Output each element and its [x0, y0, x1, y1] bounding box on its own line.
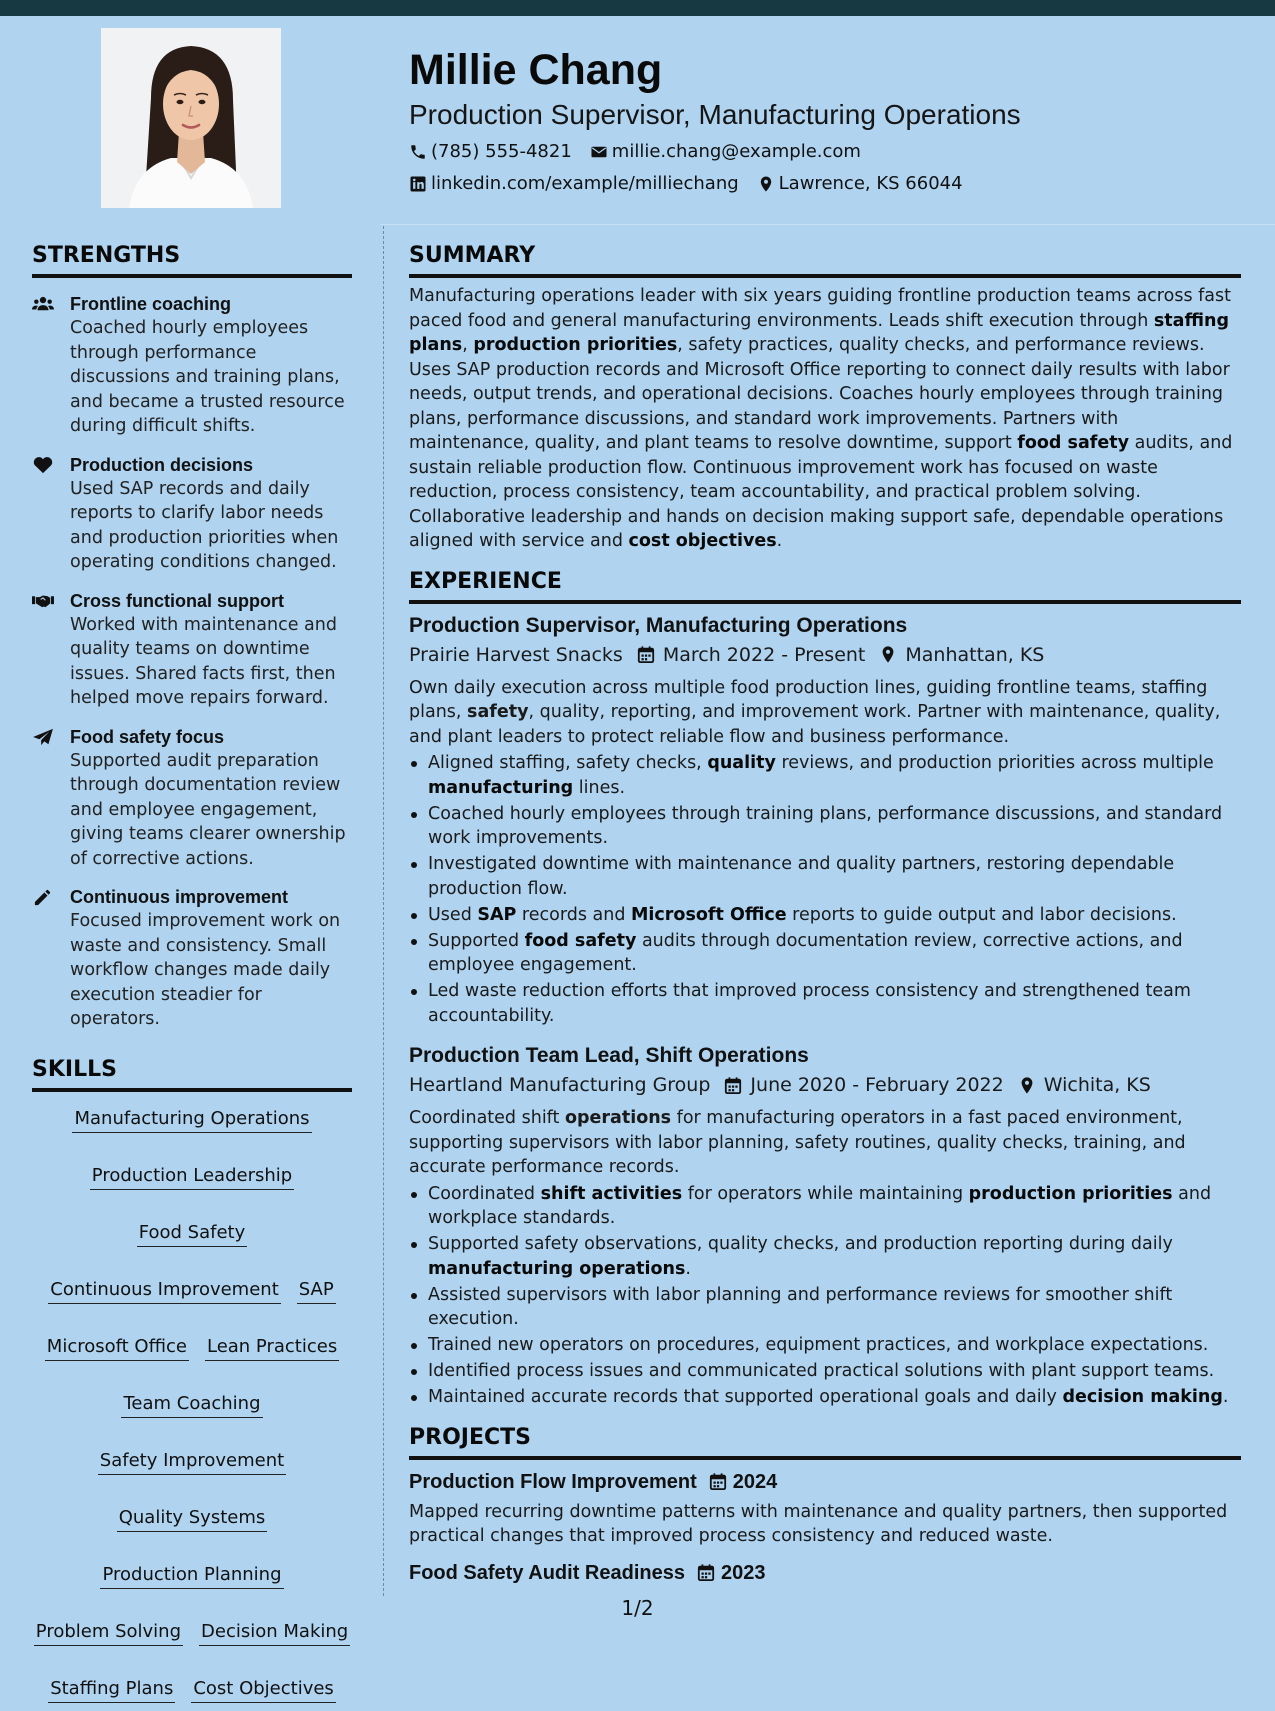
contact-phone[interactable]: [409, 140, 572, 164]
jobs-list: [409, 612, 1241, 1410]
heart-icon: [32, 456, 54, 474]
strength-title: Frontline coaching: [70, 294, 232, 314]
strength-desc: Coached hourly employees through performance discussions and training plans, and became a trusted resource during difficult shifts.: [70, 318, 345, 436]
job-bullet: Coached hourly employees through training plans, performance discussions, and standard work improvements.: [409, 802, 1241, 851]
header-divider: [380, 224, 1275, 225]
job-bullet: Aligned staffing, safety checks, quality reviews, and production priorities across multiple manufacturing lines.: [409, 751, 1241, 800]
summary-section: [409, 242, 1241, 554]
location-text: Lawrence, KS 66044: [778, 173, 963, 194]
strength-desc: Supported audit preparation through documentation review and employee engagement, giving teams clearer ownership of corrective actions.: [70, 750, 346, 869]
skill-tag: Food Safety: [137, 1220, 247, 1247]
job-bullet: Supported food safety audits through documentation review, corrective actions, and employee engagement.: [409, 929, 1241, 978]
skill-tag: Continuous Improvement: [48, 1277, 280, 1304]
project-entry: [409, 1559, 1241, 1587]
linkedin-text: linkedin.com/example/milliechang: [431, 173, 739, 194]
project-title: Production Flow Improvement: [409, 1470, 697, 1493]
calendar-icon: [637, 645, 655, 664]
strength-item: [32, 725, 352, 872]
project-year: 2023: [720, 1561, 766, 1584]
job-bullet: Led waste reduction efforts that improved process consistency and strengthened team accountability.: [409, 979, 1241, 1028]
skill-tag: Quality Systems: [117, 1505, 268, 1532]
skill-tag: Staffing Plans: [48, 1676, 175, 1703]
users-icon: [32, 295, 54, 313]
email-text: millie.chang@example.com: [611, 141, 861, 162]
project-entry: [409, 1468, 1241, 1549]
strength-item: [32, 589, 352, 711]
job-bullet: Trained new operators on procedures, equipment practices, and workplace expectations.: [409, 1333, 1241, 1358]
skill-tag: Microsoft Office: [45, 1334, 189, 1361]
contact-email[interactable]: [590, 140, 861, 164]
calendar-icon: [724, 1076, 742, 1095]
strength-item: [32, 292, 352, 439]
resume-header: [409, 42, 1249, 196]
top-accent-bar: [0, 0, 1275, 16]
strength-title: Continuous improvement: [70, 887, 289, 907]
page-number: 1/2: [621, 1596, 654, 1620]
phone-icon: [409, 143, 427, 161]
job-bullet: Supported safety observations, quality checks, and production reporting during daily manufacturing operations.: [409, 1232, 1241, 1281]
summary-heading: SUMMARY: [409, 242, 1241, 278]
strength-title: Food safety focus: [70, 726, 225, 747]
right-column: [409, 242, 1241, 1587]
skills-heading: SKILLS: [32, 1056, 352, 1092]
job-bullet: Used SAP records and Microsoft Office reports to guide output and labor decisions.: [409, 903, 1241, 928]
skill-tag: Decision Making: [199, 1619, 350, 1646]
projects-list: [409, 1468, 1241, 1587]
job-bullets: [409, 1182, 1241, 1410]
skill-tag: Problem Solving: [34, 1619, 183, 1646]
project-header: [409, 1468, 1241, 1496]
job-dates: March 2022 - Present: [662, 643, 866, 666]
column-divider: [383, 226, 384, 1596]
projects-heading: PROJECTS: [409, 1424, 1241, 1460]
linkedin-icon: [409, 175, 427, 193]
job-entry: [409, 1042, 1241, 1410]
summary-text: Manufacturing operations leader with six years guiding frontline production teams across fast paced food and general manufacturing environments. Leads shift execution through staffing plans, production priorities, safety practices, quality checks, and performance reviews. Uses SAP production records and Microsoft Office reporting to connect daily results with labor needs, output trends, and operational decisions. Coaches hourly employees through training plans, performance discussions, and standard work improvements. Partners with maintenance, quality, and plant teams to resolve downtime, support food safety audits, and sustain reliable production flow. Continuous improvement work has focused on waste reduction, process consistency, team accountability, and practical problem solving. Collaborative leadership and hands on decision making support safe, dependable operations aligned with service and cost objectives.: [409, 286, 1233, 551]
strength-item: [32, 453, 352, 575]
profile-photo: [101, 28, 281, 208]
paper-plane-icon: [32, 728, 54, 746]
job-meta: [409, 1072, 1241, 1098]
envelope-icon: [590, 143, 608, 161]
strength-desc: Focused improvement work on waste and consistency. Small workflow changes made daily execution steadier for operators.: [70, 911, 341, 1029]
skill-tag: Team Coaching: [121, 1391, 262, 1418]
calendar-icon: [697, 1563, 715, 1582]
strength-desc: Used SAP records and daily reports to clarify labor needs and production priorities when operating conditions changed.: [70, 478, 339, 572]
job-description: Coordinated shift operations for manufacturing operators in a fast paced environment, supporting supervisors with labor planning, safety routines, quality checks, training, and accurate performance records.: [409, 1108, 1186, 1177]
job-bullet: Identified process issues and communicated practical solutions with plant support teams.: [409, 1359, 1241, 1384]
strengths-list: [32, 292, 352, 1032]
job-description: Own daily execution across multiple food production lines, guiding frontline teams, staffing plans, safety, quality, reporting, and improvement work. Partner with maintenance, quality, and plant leaders to protect reliable flow and business performance.: [409, 677, 1221, 747]
job-bullet: Coordinated shift activities for operators while maintaining production priorities and workplace standards.: [409, 1182, 1241, 1231]
contact-row-2: [409, 172, 1249, 196]
contact-location: [757, 172, 963, 196]
strengths-heading: STRENGTHS: [32, 242, 352, 278]
job-bullets: [409, 751, 1241, 1028]
job-bullet: Assisted supervisors with labor planning and performance reviews for smoother shift execution.: [409, 1283, 1241, 1332]
experience-heading: EXPERIENCE: [409, 568, 1241, 604]
strength-title: Cross functional support: [70, 590, 285, 611]
job-title: Production Team Lead, Shift Operations: [409, 1044, 809, 1067]
job-entry: [409, 612, 1241, 1029]
contact-linkedin[interactable]: [409, 172, 739, 196]
job-company: Prairie Harvest Snacks: [409, 643, 623, 666]
experience-section: [409, 568, 1241, 1410]
skill-tag: SAP: [297, 1277, 336, 1304]
job-location: Manhattan, KS: [905, 643, 1045, 666]
skill-tag: Manufacturing Operations: [72, 1106, 311, 1133]
candidate-title: Production Supervisor, Manufacturing Operations: [409, 99, 1021, 130]
skill-tag: Cost Objectives: [191, 1676, 335, 1703]
strength-item: [32, 885, 352, 1032]
project-title: Food Safety Audit Readiness: [409, 1561, 685, 1584]
phone-text: (785) 555-4821: [431, 141, 572, 162]
skill-tag: Lean Practices: [205, 1334, 339, 1361]
job-meta: [409, 642, 1241, 668]
skill-tag: Production Leadership: [90, 1163, 294, 1190]
project-year: 2024: [732, 1470, 778, 1493]
job-dates: June 2020 - February 2022: [750, 1074, 1004, 1096]
contact-row-1: [409, 140, 1249, 164]
strength-title: Production decisions: [70, 454, 254, 475]
left-column: [32, 242, 352, 1711]
calendar-icon: [709, 1472, 727, 1491]
map-pin-icon: [757, 175, 775, 193]
job-location: Wichita, KS: [1043, 1074, 1151, 1096]
project-header: [409, 1559, 1241, 1587]
strength-desc: Worked with maintenance and quality teams on downtime issues. Shared facts first, then helped move repairs forward.: [70, 614, 337, 708]
job-company: Heartland Manufacturing Group: [409, 1074, 711, 1096]
map-pin-icon: [1018, 1076, 1036, 1095]
project-description: Mapped recurring downtime patterns with maintenance and quality partners, then supported practical changes that improved process consistency and reduced waste.: [409, 1501, 1228, 1546]
pencil-icon: [32, 888, 54, 906]
skill-tag: Safety Improvement: [98, 1448, 286, 1475]
handshake-icon: [32, 592, 54, 610]
job-title: Production Supervisor, Manufacturing Operations: [409, 613, 908, 637]
skill-tag: Production Planning: [100, 1562, 283, 1589]
job-bullet: Investigated downtime with maintenance and quality partners, restoring dependable production flow.: [409, 852, 1241, 901]
candidate-name: Millie Chang: [409, 46, 663, 94]
map-pin-icon: [879, 645, 897, 664]
projects-section: [409, 1424, 1241, 1587]
job-bullet: Maintained accurate records that supported operational goals and daily decision making.: [409, 1385, 1241, 1410]
